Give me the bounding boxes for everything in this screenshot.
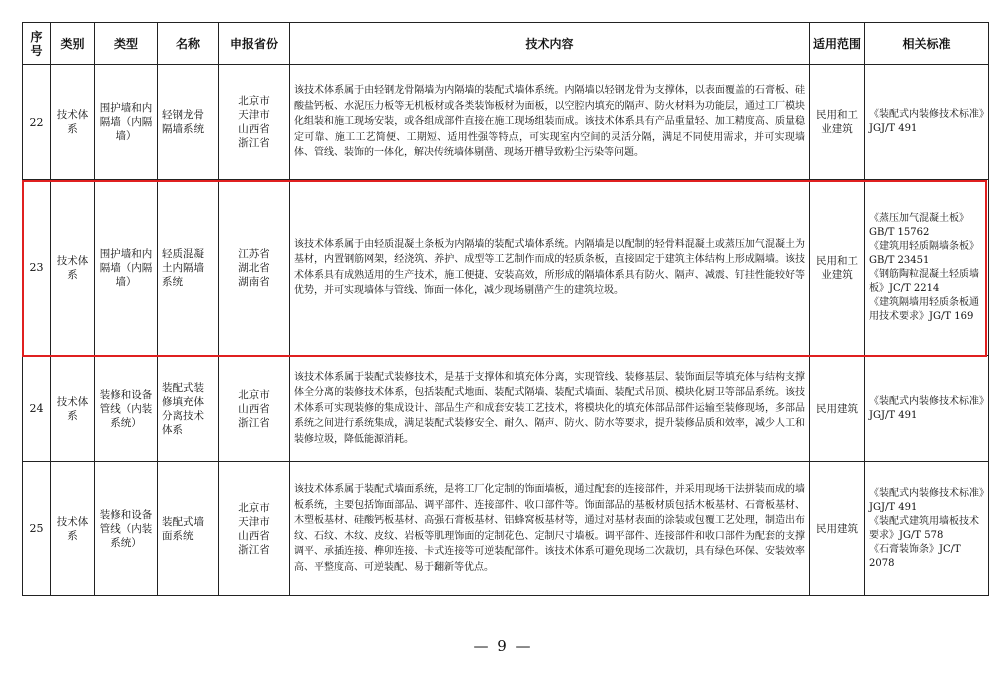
row-category: 技术体系 xyxy=(51,65,95,180)
row-name: 轻质混凝土内隔墙系统 xyxy=(158,180,219,356)
header-name: 名称 xyxy=(158,23,219,65)
row-type: 装修和设备管线（内装系统） xyxy=(95,356,158,462)
row-seq: 23 xyxy=(23,180,51,356)
header-scope: 适用范围 xyxy=(810,23,865,65)
row-scope: 民用建筑 xyxy=(810,462,865,596)
province: 山西省 xyxy=(238,123,270,135)
row-standards xyxy=(865,462,989,596)
province: 天津市 xyxy=(238,515,270,528)
row-standards xyxy=(865,180,989,356)
header-provinces: 申报省份 xyxy=(219,23,290,65)
province: 山西省 xyxy=(238,402,270,415)
row-content: 该技术体系属于装配式墙面系统，是将工厂化定制的饰面墙板，通过配套的连接部件，并采用现场干法拼装而成的墙板系统，主要包括饰面部品、调平部件、连接部件、收口部件等。饰面部品的基板材质包括木板基材、石膏板基材、木塑板基材、硅酸钙板基材、高强石膏板基材、铝蜂窝板基材等，通过对基材表面的涂装或包覆工艺处理，制造出布纹、石纹、木纹、皮纹、岩板等肌理饰面的定制花色、定制尺寸墙板。调平部件、连接部件和收口部件为配套的支撑调平、承插连接、榫卯连接、卡式连接等可逆装配部件。该技术体系可避免现场二次裁切，具有绿色环保、安装效率高、平整度高、可逆装配、易于翻新等优点。 xyxy=(290,462,810,596)
row-scope: 民用建筑 xyxy=(810,356,865,462)
row-category: 技术体系 xyxy=(51,356,95,462)
row-scope: 民用和工业建筑 xyxy=(810,180,865,356)
table-row xyxy=(23,65,989,180)
standard-item: 《石膏装饰条》JC/T 2078 xyxy=(869,543,961,569)
province: 浙江省 xyxy=(238,543,270,556)
standard-item: 《建筑隔墙用轻质条板通用技术要求》JG/T 169 xyxy=(869,296,979,322)
table-row xyxy=(23,462,989,596)
standard-item: 《钢筋陶粒混凝土轻质墙板》JC/T 2214 xyxy=(869,268,979,294)
row-standards xyxy=(865,65,989,180)
row-content: 该技术体系属于由轻钢龙骨隔墙为内隔墙的装配式墙体系统。内隔墙以轻钢龙骨为支撑体，以表面覆盖的石膏板、硅酸盐钙板、水泥压力板等无机板材或各类装饰板材为面板，以空腔内填充的隔声、防火材料为功能层，通过工厂模块化组装和施工现场安装，或各组成部件直接在施工现场组装而成。该技术体系具有产品重量轻、加工精度高、质量稳定可靠、施工工艺简便、工期短、适用性强等特点，可实现室内空间的灵活分隔，满足不同使用需求，并可实现墙体、管线、装饰的一体化，解决传统墙体剔凿、现场开槽导致粉尘污染等问题。 xyxy=(290,65,810,180)
standard-item: 《蒸压加气混凝土板》GB/T 15762 xyxy=(869,212,969,238)
row-provinces xyxy=(219,180,290,356)
row-category: 技术体系 xyxy=(51,462,95,596)
header-seq: 序号 xyxy=(23,23,51,65)
province: 北京市 xyxy=(238,501,270,514)
row-standards xyxy=(865,356,989,462)
row-provinces xyxy=(219,356,290,462)
standard-item: 《装配式内装修技术标准》JGJ/T 491 xyxy=(869,487,984,513)
row-scope: 民用和工业建筑 xyxy=(810,65,865,180)
standard-item: 《装配式建筑用墙板技术要求》JG/T 578 xyxy=(869,515,979,541)
row-content: 该技术体系属于由轻质混凝土条板为内隔墙的装配式墙体系统。内隔墙是以配制的轻骨料混凝土或蒸压加气混凝土为基材，内置钢筋网架，经浇筑、养护、成型等工艺制作而成的轻质条板，直接固定于建筑主体结构上形成隔墙。该技术体系具有成熟适用的生产技术，施工便捷、安装高效，所形成的隔墙体系具有防火、隔声、减震、钉挂性能较好等优势，并可实现墙体与管线、饰面一体化，减少现场剔凿产生的建筑垃圾。 xyxy=(290,180,810,356)
header-type: 类型 xyxy=(95,23,158,65)
province: 江苏省 xyxy=(238,247,270,260)
province: 湖南省 xyxy=(238,275,270,288)
row-type: 围护墙和内隔墙（内隔墙） xyxy=(95,65,158,180)
row-seq: 25 xyxy=(23,462,51,596)
row-name: 轻钢龙骨隔墙系统 xyxy=(158,65,219,180)
row-provinces xyxy=(219,462,290,596)
row-type: 装修和设备管线（内装系统） xyxy=(95,462,158,596)
row-seq: 24 xyxy=(23,356,51,462)
province: 天津市 xyxy=(238,109,270,121)
row-type: 围护墙和内隔墙（内隔墙） xyxy=(95,180,158,356)
province: 浙江省 xyxy=(238,416,270,429)
row-provinces xyxy=(219,65,290,180)
standard-item: 《装配式内装修技术标准》JGJ/T 491 xyxy=(869,395,984,421)
row-category: 技术体系 xyxy=(51,180,95,356)
row-name: 装配式墙面系统 xyxy=(158,462,219,596)
page-number: — 9 — xyxy=(473,637,533,655)
technology-table xyxy=(22,22,989,596)
province: 山西省 xyxy=(238,529,270,542)
table-header-row xyxy=(23,23,989,65)
province: 北京市 xyxy=(238,95,270,107)
province: 湖北省 xyxy=(238,261,270,274)
table-row xyxy=(23,356,989,462)
row-seq: 22 xyxy=(23,65,51,180)
standard-item: 《装配式内装修技术标准》JGJ/T 491 xyxy=(869,109,984,134)
table-row xyxy=(23,180,989,356)
province: 浙江省 xyxy=(238,137,270,149)
row-content: 该技术体系属于装配式装修技术，是基于支撑体和填充体分离，实现管线、装修基层、装饰面层等填充体与结构支撑体全分离的装修技术体系，包括装配式地面、装配式隔墙、装配式墙面、装配式吊顶、模块化厨卫等部品系统。该技术体系可实现装修的集成设计、部品生产和成套安装工艺技术，将模块化的填充体部品部件运输至装修现场，多部品系统之间进行系统集成，满足装配式装修安全、耐久、隔声、防火、防水等要求，提升装修品质和效率，减少人工和装修垃圾，降低能源消耗。 xyxy=(290,356,810,462)
header-standards: 相关标准 xyxy=(865,23,989,65)
header-category: 类别 xyxy=(51,23,95,65)
header-content: 技术内容 xyxy=(290,23,810,65)
standard-item: 《建筑用轻质隔墙条板》GB/T 23451 xyxy=(869,240,979,266)
row-name: 装配式装修填充体分离技术体系 xyxy=(158,356,219,462)
province: 北京市 xyxy=(238,388,270,401)
